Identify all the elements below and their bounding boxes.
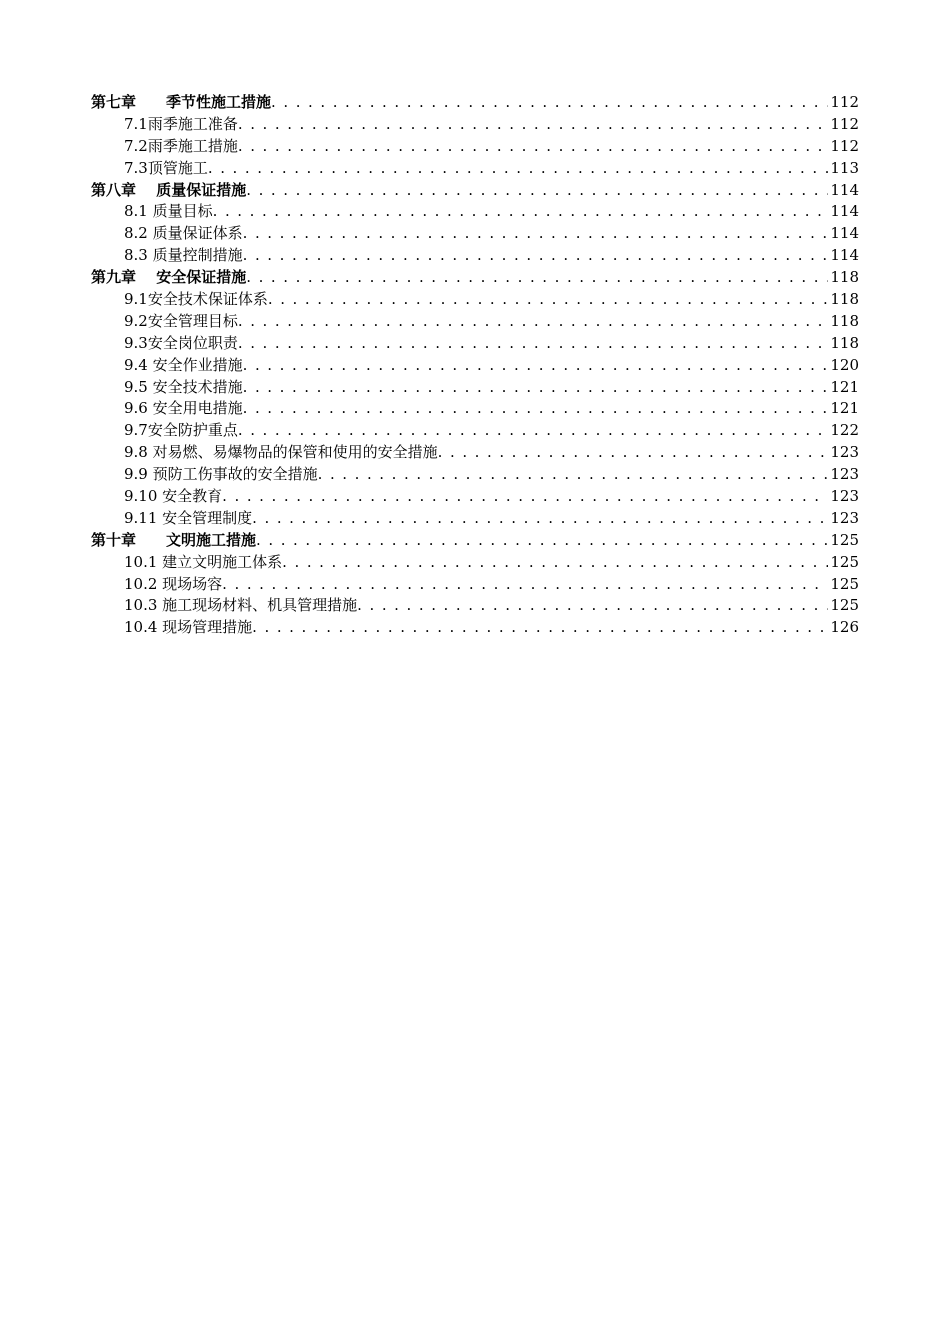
dot-leader	[246, 267, 828, 289]
dot-leader	[243, 398, 829, 420]
toc-entry-9-3[interactable]	[91, 333, 859, 355]
toc-page-number: 123	[830, 443, 859, 462]
toc-page-number: 123	[830, 508, 859, 527]
toc-entry-label: 9.4 安全作业措施	[124, 355, 243, 374]
toc-entry-label: 9.6 安全用电措施	[124, 399, 243, 418]
toc-page-number: 123	[830, 487, 859, 506]
toc-entry-label: 9.10 安全教育	[124, 487, 223, 506]
toc-entry-label: 9.5 安全技术措施	[124, 377, 243, 396]
dot-leader	[243, 355, 829, 377]
toc-entry-chapter-9[interactable]	[91, 267, 859, 289]
toc-page-number: 114	[830, 180, 859, 199]
toc-entry-label: 8.3 质量控制措施	[124, 246, 243, 265]
toc-entry-chapter-7[interactable]	[91, 92, 859, 114]
toc-entry-9-7[interactable]	[91, 420, 859, 442]
toc-page-number: 112	[830, 114, 859, 133]
toc-page-number: 125	[830, 530, 859, 549]
toc-entry-9-1[interactable]	[91, 289, 859, 311]
dot-leader	[271, 92, 828, 114]
dot-leader	[252, 617, 828, 639]
toc-page-number: 118	[830, 268, 859, 287]
toc-page-number: 112	[830, 136, 859, 155]
toc-page-number: 120	[830, 355, 859, 374]
toc-page-number: 122	[830, 421, 859, 440]
dot-leader	[318, 464, 829, 486]
toc-entry-10-4[interactable]	[91, 617, 859, 639]
dot-leader	[256, 530, 828, 552]
toc-page-number: 125	[830, 552, 859, 571]
toc-entry-8-2[interactable]	[91, 223, 859, 245]
dot-leader	[243, 223, 829, 245]
toc-entry-9-11[interactable]	[91, 508, 859, 530]
toc-entry-label: 7.3顶管施工	[124, 158, 208, 177]
toc-entry-label: 第七章 季节性施工措施	[91, 93, 272, 111]
toc-page-number: 126	[830, 618, 859, 637]
toc-entry-9-2[interactable]	[91, 311, 859, 333]
toc-page-number: 125	[830, 574, 859, 593]
toc-entry-label: 10.2 现场场容	[124, 574, 223, 593]
dot-leader	[282, 552, 828, 574]
toc-page-number: 121	[830, 377, 859, 396]
toc-page-number: 113	[830, 158, 859, 177]
toc-page-number: 125	[830, 596, 859, 615]
toc-page-number: 114	[830, 224, 859, 243]
toc-page-number: 114	[830, 202, 859, 221]
toc-page-number: 121	[830, 399, 859, 418]
dot-leader	[243, 377, 829, 399]
toc-entry-label: 9.1安全技术保证体系	[124, 290, 268, 309]
dot-leader	[238, 420, 829, 442]
dot-leader	[222, 486, 828, 508]
toc-entry-9-6[interactable]	[91, 398, 859, 420]
toc-entry-label: 9.2安全管理目标	[124, 311, 238, 330]
toc-page-number: 112	[830, 93, 859, 111]
dot-leader	[268, 289, 829, 311]
dot-leader	[213, 201, 829, 223]
dot-leader	[243, 245, 829, 267]
toc-entry-7-3[interactable]	[91, 158, 859, 180]
toc-entry-label: 7.2雨季施工措施	[124, 136, 238, 155]
dot-leader	[246, 180, 828, 202]
toc-entry-label: 9.7安全防护重点	[124, 421, 238, 440]
toc-entry-label: 9.11 安全管理制度	[124, 508, 253, 527]
dot-leader	[208, 158, 829, 180]
dot-leader	[238, 114, 829, 136]
toc-page-number: 114	[830, 246, 859, 265]
toc-entry-label: 9.9 预防工伤事故的安全措施	[124, 465, 318, 484]
toc-entry-10-3[interactable]	[91, 595, 859, 617]
dot-leader	[238, 333, 829, 355]
table-of-contents	[91, 92, 859, 639]
toc-page-number: 118	[830, 290, 859, 309]
toc-entry-chapter-10[interactable]	[91, 530, 859, 552]
toc-entry-8-3[interactable]	[91, 245, 859, 267]
dot-leader	[438, 442, 829, 464]
toc-entry-9-8[interactable]	[91, 442, 859, 464]
toc-page-number: 123	[830, 465, 859, 484]
dot-leader	[222, 574, 828, 596]
toc-entry-label: 10.3 施工现场材料、机具管理措施	[124, 596, 358, 615]
toc-entry-9-10[interactable]	[91, 486, 859, 508]
toc-entry-label: 10.1 建立文明施工体系	[124, 552, 283, 571]
toc-entry-label: 8.1 质量目标	[124, 202, 213, 221]
toc-entry-label: 第十章 文明施工措施	[91, 530, 257, 549]
toc-entry-label: 9.8 对易燃、易爆物品的保管和使用的安全措施	[124, 443, 438, 462]
dot-leader	[238, 136, 829, 158]
toc-entry-8-1[interactable]	[91, 201, 859, 223]
toc-entry-7-2[interactable]	[91, 136, 859, 158]
toc-page-number: 118	[830, 311, 859, 330]
dot-leader	[252, 508, 828, 530]
toc-entry-label: 第九章 安全保证措施	[91, 268, 247, 287]
toc-entry-label: 第八章 质量保证措施	[91, 180, 247, 199]
dot-leader	[357, 595, 828, 617]
toc-entry-9-5[interactable]	[91, 377, 859, 399]
dot-leader	[238, 311, 829, 333]
toc-entry-7-1[interactable]	[91, 114, 859, 136]
toc-entry-10-1[interactable]	[91, 552, 859, 574]
toc-entry-9-9[interactable]	[91, 464, 859, 486]
toc-entry-label: 8.2 质量保证体系	[124, 224, 243, 243]
toc-entry-10-2[interactable]	[91, 574, 859, 596]
toc-entry-chapter-8[interactable]	[91, 180, 859, 202]
toc-page-number: 118	[830, 333, 859, 352]
toc-entry-label: 10.4 现场管理措施	[124, 618, 253, 637]
toc-entry-9-4[interactable]	[91, 355, 859, 377]
toc-entry-label: 9.3安全岗位职责	[124, 333, 238, 352]
toc-entry-label: 7.1雨季施工准备	[124, 114, 238, 133]
